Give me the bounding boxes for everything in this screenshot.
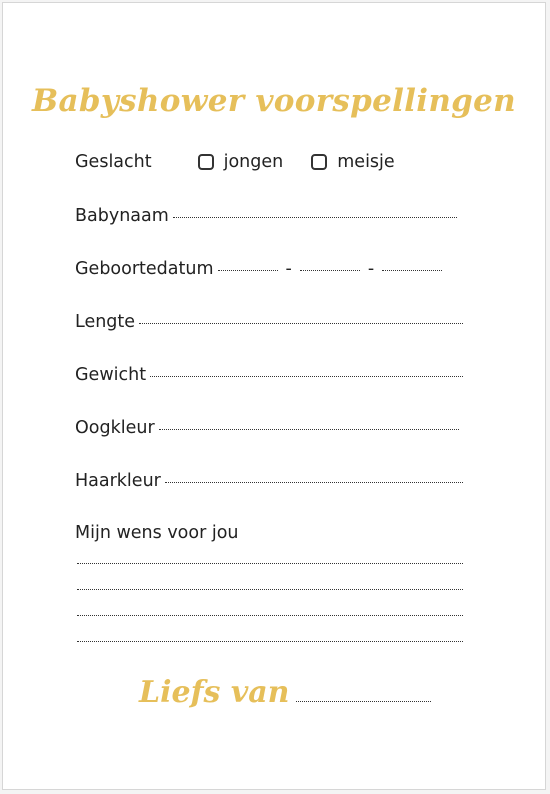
babyname-fill-line[interactable] — [173, 217, 457, 218]
babyname-label: Babynaam — [75, 206, 169, 226]
signature-row — [139, 675, 431, 710]
hair-color-fill-line[interactable] — [165, 482, 463, 483]
weight-label: Gewicht — [75, 365, 147, 385]
wish-label: Mijn wens voor jou — [75, 523, 239, 543]
eye-color-row — [75, 417, 459, 439]
length-label: Lengte — [75, 312, 136, 332]
signature-label: Liefs van — [139, 675, 290, 710]
wish-line-1[interactable] — [77, 563, 463, 564]
birthdate-day-line[interactable] — [218, 270, 278, 271]
birthdate-month-line[interactable] — [300, 270, 360, 271]
boy-checkbox[interactable] — [198, 154, 214, 170]
option-boy-label: jongen — [223, 152, 284, 172]
birthdate-row — [75, 258, 463, 280]
option-boy[interactable] — [198, 151, 284, 173]
gender-row — [75, 151, 463, 173]
weight-row — [75, 364, 463, 386]
babyname-row — [75, 205, 457, 227]
date-separator-1: - — [285, 259, 292, 279]
hair-color-label: Haarkleur — [75, 471, 161, 491]
signature-fill-line[interactable] — [296, 701, 431, 702]
date-separator-2: - — [367, 259, 375, 279]
length-fill-line[interactable] — [139, 323, 463, 324]
wish-line-4[interactable] — [77, 641, 463, 642]
birthdate-label: Geboortedatum — [75, 259, 214, 279]
wish-line-2[interactable] — [77, 589, 463, 590]
birthdate-year-line[interactable] — [382, 270, 442, 271]
option-girl[interactable] — [311, 151, 394, 173]
eye-color-fill-line[interactable] — [159, 429, 459, 430]
prediction-card — [2, 2, 546, 790]
weight-fill-line[interactable] — [150, 376, 463, 377]
hair-color-row — [75, 470, 463, 492]
girl-checkbox[interactable] — [311, 154, 327, 170]
gender-label: Geslacht — [75, 152, 152, 172]
eye-color-label: Oogkleur — [75, 418, 155, 438]
card-title: Babyshower voorspellingen — [31, 83, 517, 119]
length-row — [75, 311, 463, 333]
wish-line-3[interactable] — [77, 615, 463, 616]
option-girl-label: meisje — [337, 152, 395, 172]
wish-row — [75, 522, 463, 544]
